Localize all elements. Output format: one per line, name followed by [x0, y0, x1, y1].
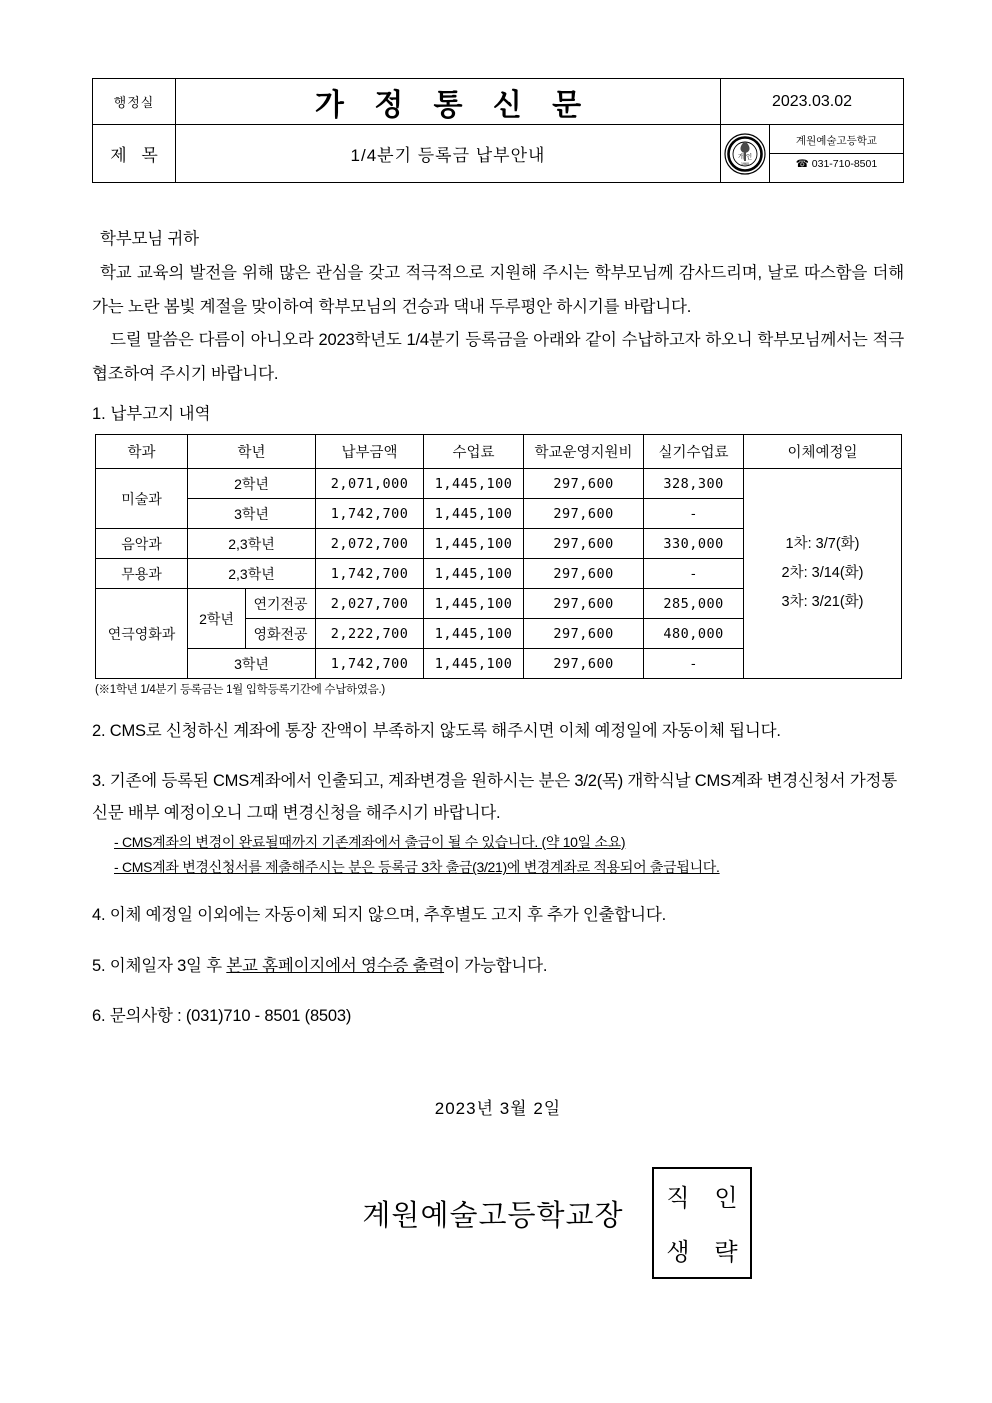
document-title: 가 정 통 신 문	[176, 79, 721, 125]
cell-amount: 1,742,700	[316, 649, 424, 679]
cell-grade: 3학년	[188, 649, 316, 679]
cell-operation: 297,600	[524, 469, 644, 499]
seal-omitted-stamp	[652, 1167, 752, 1279]
cell-amount: 2,071,000	[316, 469, 424, 499]
header-tuition: 수업료	[424, 435, 524, 469]
cell-major: 영화전공	[246, 619, 316, 649]
cell-tuition: 1,445,100	[424, 649, 524, 679]
school-phone: ☎ 031-710-8501	[795, 158, 878, 170]
document-header-table	[92, 78, 904, 183]
letter-body	[92, 223, 904, 392]
subject-text: 1/4분기 등록금 납부안내	[176, 125, 721, 183]
header-amount: 납부금액	[316, 435, 424, 469]
office-label: 행정실	[93, 79, 176, 125]
cell-transfer-dates	[744, 469, 902, 679]
greeting-line: 학부모님 귀하	[100, 230, 199, 248]
section-1-label: 1. 납부고지 내역	[92, 405, 211, 424]
cell-tuition: 1,445,100	[424, 589, 524, 619]
cell-practical: 328,300	[644, 469, 744, 499]
cell-practical: -	[644, 499, 744, 529]
cell-grade: 2학년	[188, 469, 316, 499]
paragraph-1: 학교 교육의 발전을 위해 많은 관심을 갖고 적극적으로 지원해 주시는 학부모님께 감사드리며, 날로 따스함을 더해 가는 노란 봄빛 계절을 맞이하여 학부모님의 건승과 댁내 두루평안 하시기를 바랍니다.	[92, 263, 904, 316]
cell-practical: -	[644, 649, 744, 679]
item-5-suffix: 이 가능합니다.	[444, 956, 548, 975]
stamp-char-3: 생	[666, 1239, 690, 1267]
header-operation: 학교운영지원비	[524, 435, 644, 469]
signature-row	[92, 1165, 904, 1275]
cell-amount: 1,742,700	[316, 499, 424, 529]
cell-dept: 연극영화과	[96, 589, 188, 679]
item-4: 4. 이체 예정일 이외에는 자동이체 되지 않으며, 추후별도 고지 후 추가 인출합니다.	[92, 906, 667, 925]
cell-tuition: 1,445,100	[424, 559, 524, 589]
cell-operation: 297,600	[524, 529, 644, 559]
header-transfer-date: 이체예정일	[744, 435, 902, 469]
item-5-prefix: 5. 이체일자 3일 후	[92, 956, 227, 975]
item-5	[92, 950, 904, 982]
transfer-date-3: 3차: 3/21(화)	[781, 594, 864, 611]
cell-dept: 미술과	[96, 469, 188, 529]
table-row	[96, 469, 902, 499]
subject-label: 제 목	[93, 125, 176, 183]
paragraph-2: 드릴 말씀은 다름이 아니오라 2023학년도 1/4분기 등록금을 아래와 같이 수납하고자 하오니 학부모님께서는 적극 협조하여 주시기 바랍니다.	[92, 331, 904, 384]
header-dept: 학과	[96, 435, 188, 469]
cell-dept: 음악과	[96, 529, 188, 559]
fee-table-header-row	[96, 435, 902, 469]
stamp-char-2: 인	[714, 1185, 738, 1213]
cell-practical: -	[644, 559, 744, 589]
fee-table	[95, 434, 902, 679]
cell-major: 연기전공	[246, 589, 316, 619]
header-row-title	[93, 79, 904, 125]
header-grade: 학년	[188, 435, 316, 469]
document-date: 2023.03.02	[721, 79, 904, 125]
fee-table-note: (※1학년 1/4분기 등록금는 1월 입학등록기간에 수납하였음.)	[95, 684, 385, 697]
header-practical: 실기수업료	[644, 435, 744, 469]
stamp-char-4: 략	[714, 1239, 738, 1267]
item-6: 6. 문의사항 : (031)710 - 8501 (8503)	[92, 1006, 352, 1025]
cell-dept: 무용과	[96, 559, 188, 589]
school-info-cell	[721, 125, 904, 183]
header-row-subject	[93, 125, 904, 183]
cell-operation: 297,600	[524, 559, 644, 589]
item-2: 2. CMS로 신청하신 계좌에 통장 잔액이 부족하지 않도록 해주시면 이체 예정일에 자동이체 됩니다.	[92, 722, 781, 741]
cell-amount: 2,072,700	[316, 529, 424, 559]
stamp-char-1: 직	[666, 1185, 690, 1213]
cell-operation: 297,600	[524, 499, 644, 529]
cell-operation: 297,600	[524, 619, 644, 649]
cell-grade: 2학년	[188, 589, 246, 649]
issue-date: 2023년 3월 2일	[434, 1098, 562, 1118]
cell-tuition: 1,445,100	[424, 469, 524, 499]
cell-practical: 285,000	[644, 589, 744, 619]
cell-operation: 297,600	[524, 589, 644, 619]
cell-amount: 1,742,700	[316, 559, 424, 589]
cell-practical: 480,000	[644, 619, 744, 649]
cell-practical: 330,000	[644, 529, 744, 559]
cell-tuition: 1,445,100	[424, 529, 524, 559]
svg-text:1960: 1960	[741, 161, 749, 166]
item-3-sub-1: - CMS계좌의 변경이 완료될때까지 기존계좌에서 출금이 될 수 있습니다. (약 10일 소요)	[114, 833, 626, 850]
cell-grade: 3학년	[188, 499, 316, 529]
item-3: 3. 기존에 등록된 CMS계좌에서 인출되고, 계좌변경을 원하시는 분은 3/2(목) 개학식날 CMS계좌 변경신청서 가정통신문 배부 예정이오니 그때 변경신청을 해주시기 바랍니다.	[92, 772, 897, 823]
transfer-date-1: 1차: 3/7(화)	[785, 536, 860, 553]
transfer-date-2: 2차: 3/14(화)	[781, 565, 864, 582]
cell-amount: 2,222,700	[316, 619, 424, 649]
cell-grade: 2,3학년	[188, 529, 316, 559]
school-emblem-icon	[721, 133, 769, 175]
item-3-sub-2: - CMS계좌 변경신청서를 제출해주시는 분은 등록금 3차 출금(3/21)에 변경계좌로 적용되어 출금됩니다.	[114, 859, 720, 876]
cell-tuition: 1,445,100	[424, 619, 524, 649]
cell-tuition: 1,445,100	[424, 499, 524, 529]
item-5-link-text: 본교 홈페이지에서 영수증 출력	[226, 956, 445, 975]
school-name: 계원예술고등학교	[770, 134, 903, 154]
cell-amount: 2,027,700	[316, 589, 424, 619]
principal-title: 계원예술고등학교장	[362, 1199, 624, 1232]
cell-operation: 297,600	[524, 649, 644, 679]
cell-grade: 2,3학년	[188, 559, 316, 589]
svg-text:개 인: 개 인	[737, 153, 753, 160]
